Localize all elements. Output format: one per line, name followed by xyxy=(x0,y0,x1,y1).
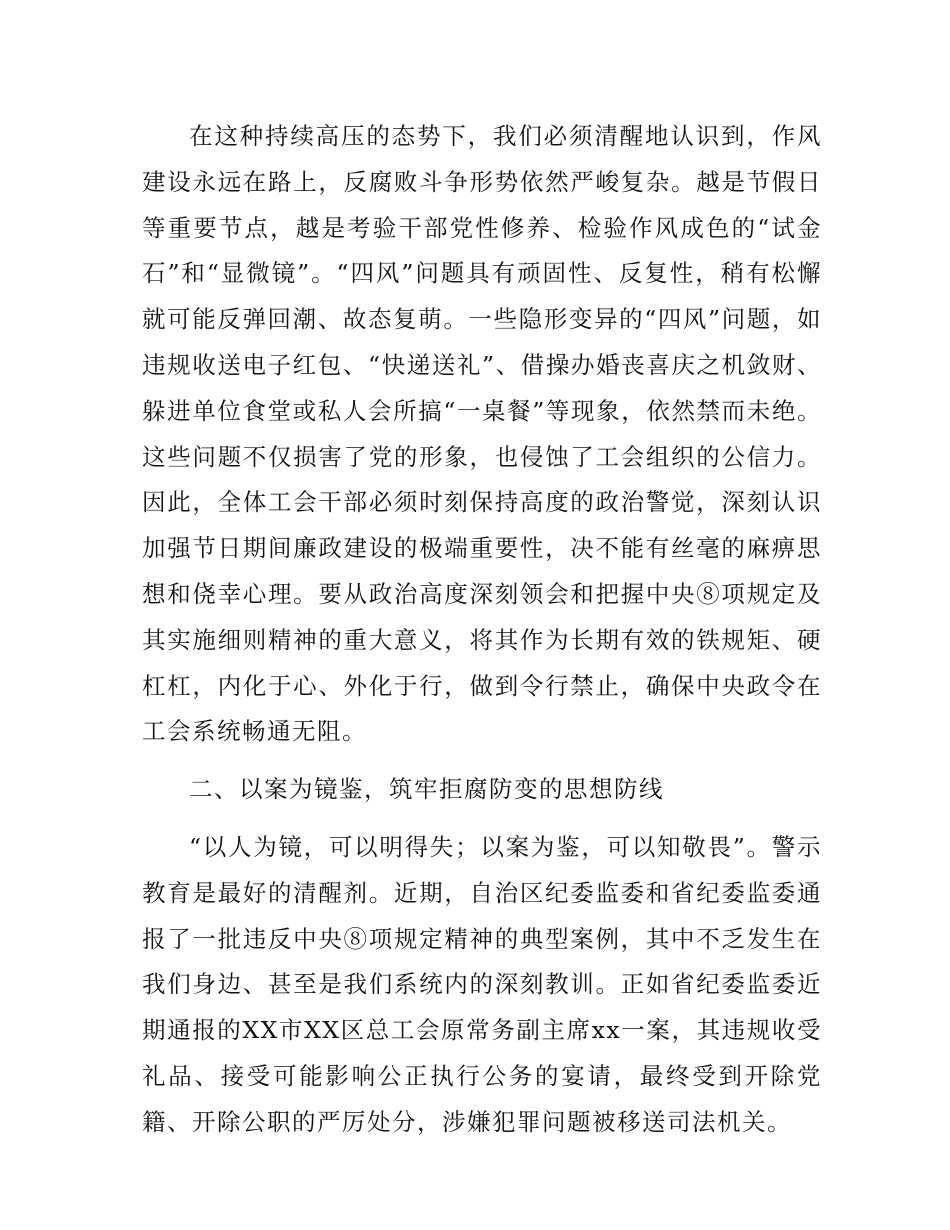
document-body xyxy=(142,114,822,1146)
body-paragraph: “以人为镜，可以明得失；以案为鉴，可以知敬畏”。警示教育是最好的清醒剂。近期，自治区纪委监委和省纪委监委通报了一批违反中央⑧项规定精神的典型案例，其中不乏发生在我们身边、甚至是我们系统内的深刻教训。正如省纪委监委近期通报的XX市XX区总工会原常务副主席xx一案，其违规收受礼品、接受可能影响公正执行公务的宴请，最终受到开除党籍、开除公职的严厉处分，涉嫌犯罪问题被移送司法机关。 xyxy=(142,832,822,1136)
section-heading: 二、以案为镜鉴，筑牢拒腐防变的思想防线 xyxy=(189,775,664,804)
body-paragraph: 在这种持续高压的态势下，我们必须清醒地认识到，作风建设永远在路上，反腐败斗争形势依然严峻复杂。越是节假日等重要节点，越是考验干部党性修养、检验作风成色的“试金石”和“显微镜”。“四风”问题具有顽固性、反复性，稍有松懈就可能反弹回潮、故态复萌。一些隐形变异的“四风”问题，如违规收送电子红包、“快递送礼”、借操办婚丧喜庆之机敛财、躲进单位食堂或私人会所搞“一桌餐”等现象，依然禁而未绝。这些问题不仅损害了党的形象，也侵蚀了工会组织的公信力。因此，全体工会干部必须时刻保持高度的政治警觉，深刻认识加强节日期间廉政建设的极端重要性，决不能有丝毫的麻痹思想和侥幸心理。要从政治高度深刻领会和把握中央⑧项规定及其实施细则精神的重大意义，将其作为长期有效的铁规矩、硬杠杠，内化于心、外化于行，做到令行禁止，确保中央政令在工会系统畅通无阻。 xyxy=(142,122,822,746)
